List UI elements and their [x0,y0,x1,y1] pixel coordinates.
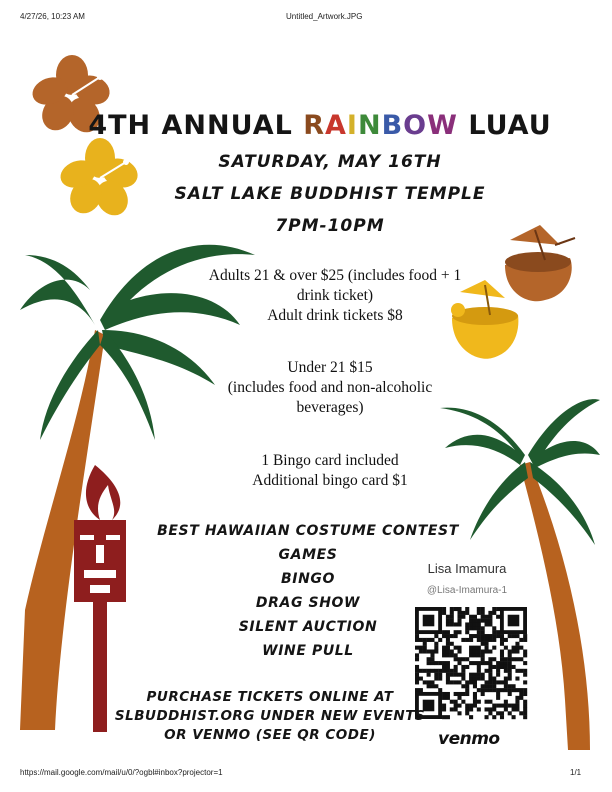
activity-item: DRAG SHOW [255,595,361,611]
purchase-instructions [70,688,470,745]
purchase-line: SLBUDDHIST.ORG UNDER NEW EVENTS [114,708,426,724]
title-rainbow-word [303,110,458,141]
title-rainbow-letter: W [427,110,458,141]
print-url: https://mail.google.com/mail/u/0/?ogbl#inbox?projector=1 [20,768,223,777]
activity-item: GAMES [278,547,338,563]
event-title [60,110,580,141]
title-rainbow-letter: A [325,110,347,141]
title-rainbow-letter: O [403,110,428,141]
title-rainbow-letter: N [357,110,382,141]
event-time: 7PM-10PM [275,216,385,236]
activity-item: BEST HAWAIIAN COSTUME CONTEST [157,523,459,539]
print-filename: Untitled_Artwork.JPG [286,12,363,21]
title-rainbow-letter: R [303,110,326,141]
pricing-drink-tickets: Adult drink tickets $8 [267,307,403,324]
purchase-line: PURCHASE TICKETS ONLINE AT [146,689,394,705]
activity-item: SILENT AUCTION [238,619,378,635]
pricing-bingo-line: 1 Bingo card included [261,452,399,469]
title-rainbow-letter: B [381,110,404,141]
pricing-adults-line: drink ticket) [296,287,374,304]
event-venue: SALT LAKE BUDDHIST TEMPLE [174,184,486,204]
coconut-drink-icon [505,225,575,301]
title-suffix: LUAU [468,110,552,141]
activity-item: BINGO [281,571,335,587]
pricing-under21-line: Under 21 $15 [287,359,373,376]
venmo-logo: venmo [438,729,500,749]
pricing-adults-line: Adults 21 & over $25 (includes food + 1 [208,267,462,284]
title-prefix: 4TH ANNUAL [88,110,293,141]
pricing-under21-line: beverages) [296,399,364,416]
print-page-number: 1/1 [570,768,582,777]
print-datetime: 4/27/26, 10:23 AM [20,12,85,21]
purchase-line: OR VENMO (SEE QR CODE) [164,727,376,743]
hibiscus-icon [57,138,142,221]
venmo-handle: @Lisa-Imamura-1 [426,585,508,596]
pricing-bingo-line: Additional bingo card $1 [252,472,408,489]
pricing-bingo [160,451,500,491]
pricing-adults [165,266,505,326]
venmo-payee-name: Lisa Imamura [427,561,507,576]
event-date: SATURDAY, MAY 16TH [218,152,442,172]
pricing-under21-line: (includes food and non-alcoholic [227,379,433,396]
activity-item: WINE PULL [262,643,354,659]
title-rainbow-letter: I [346,110,358,141]
pricing-under21 [160,358,500,418]
